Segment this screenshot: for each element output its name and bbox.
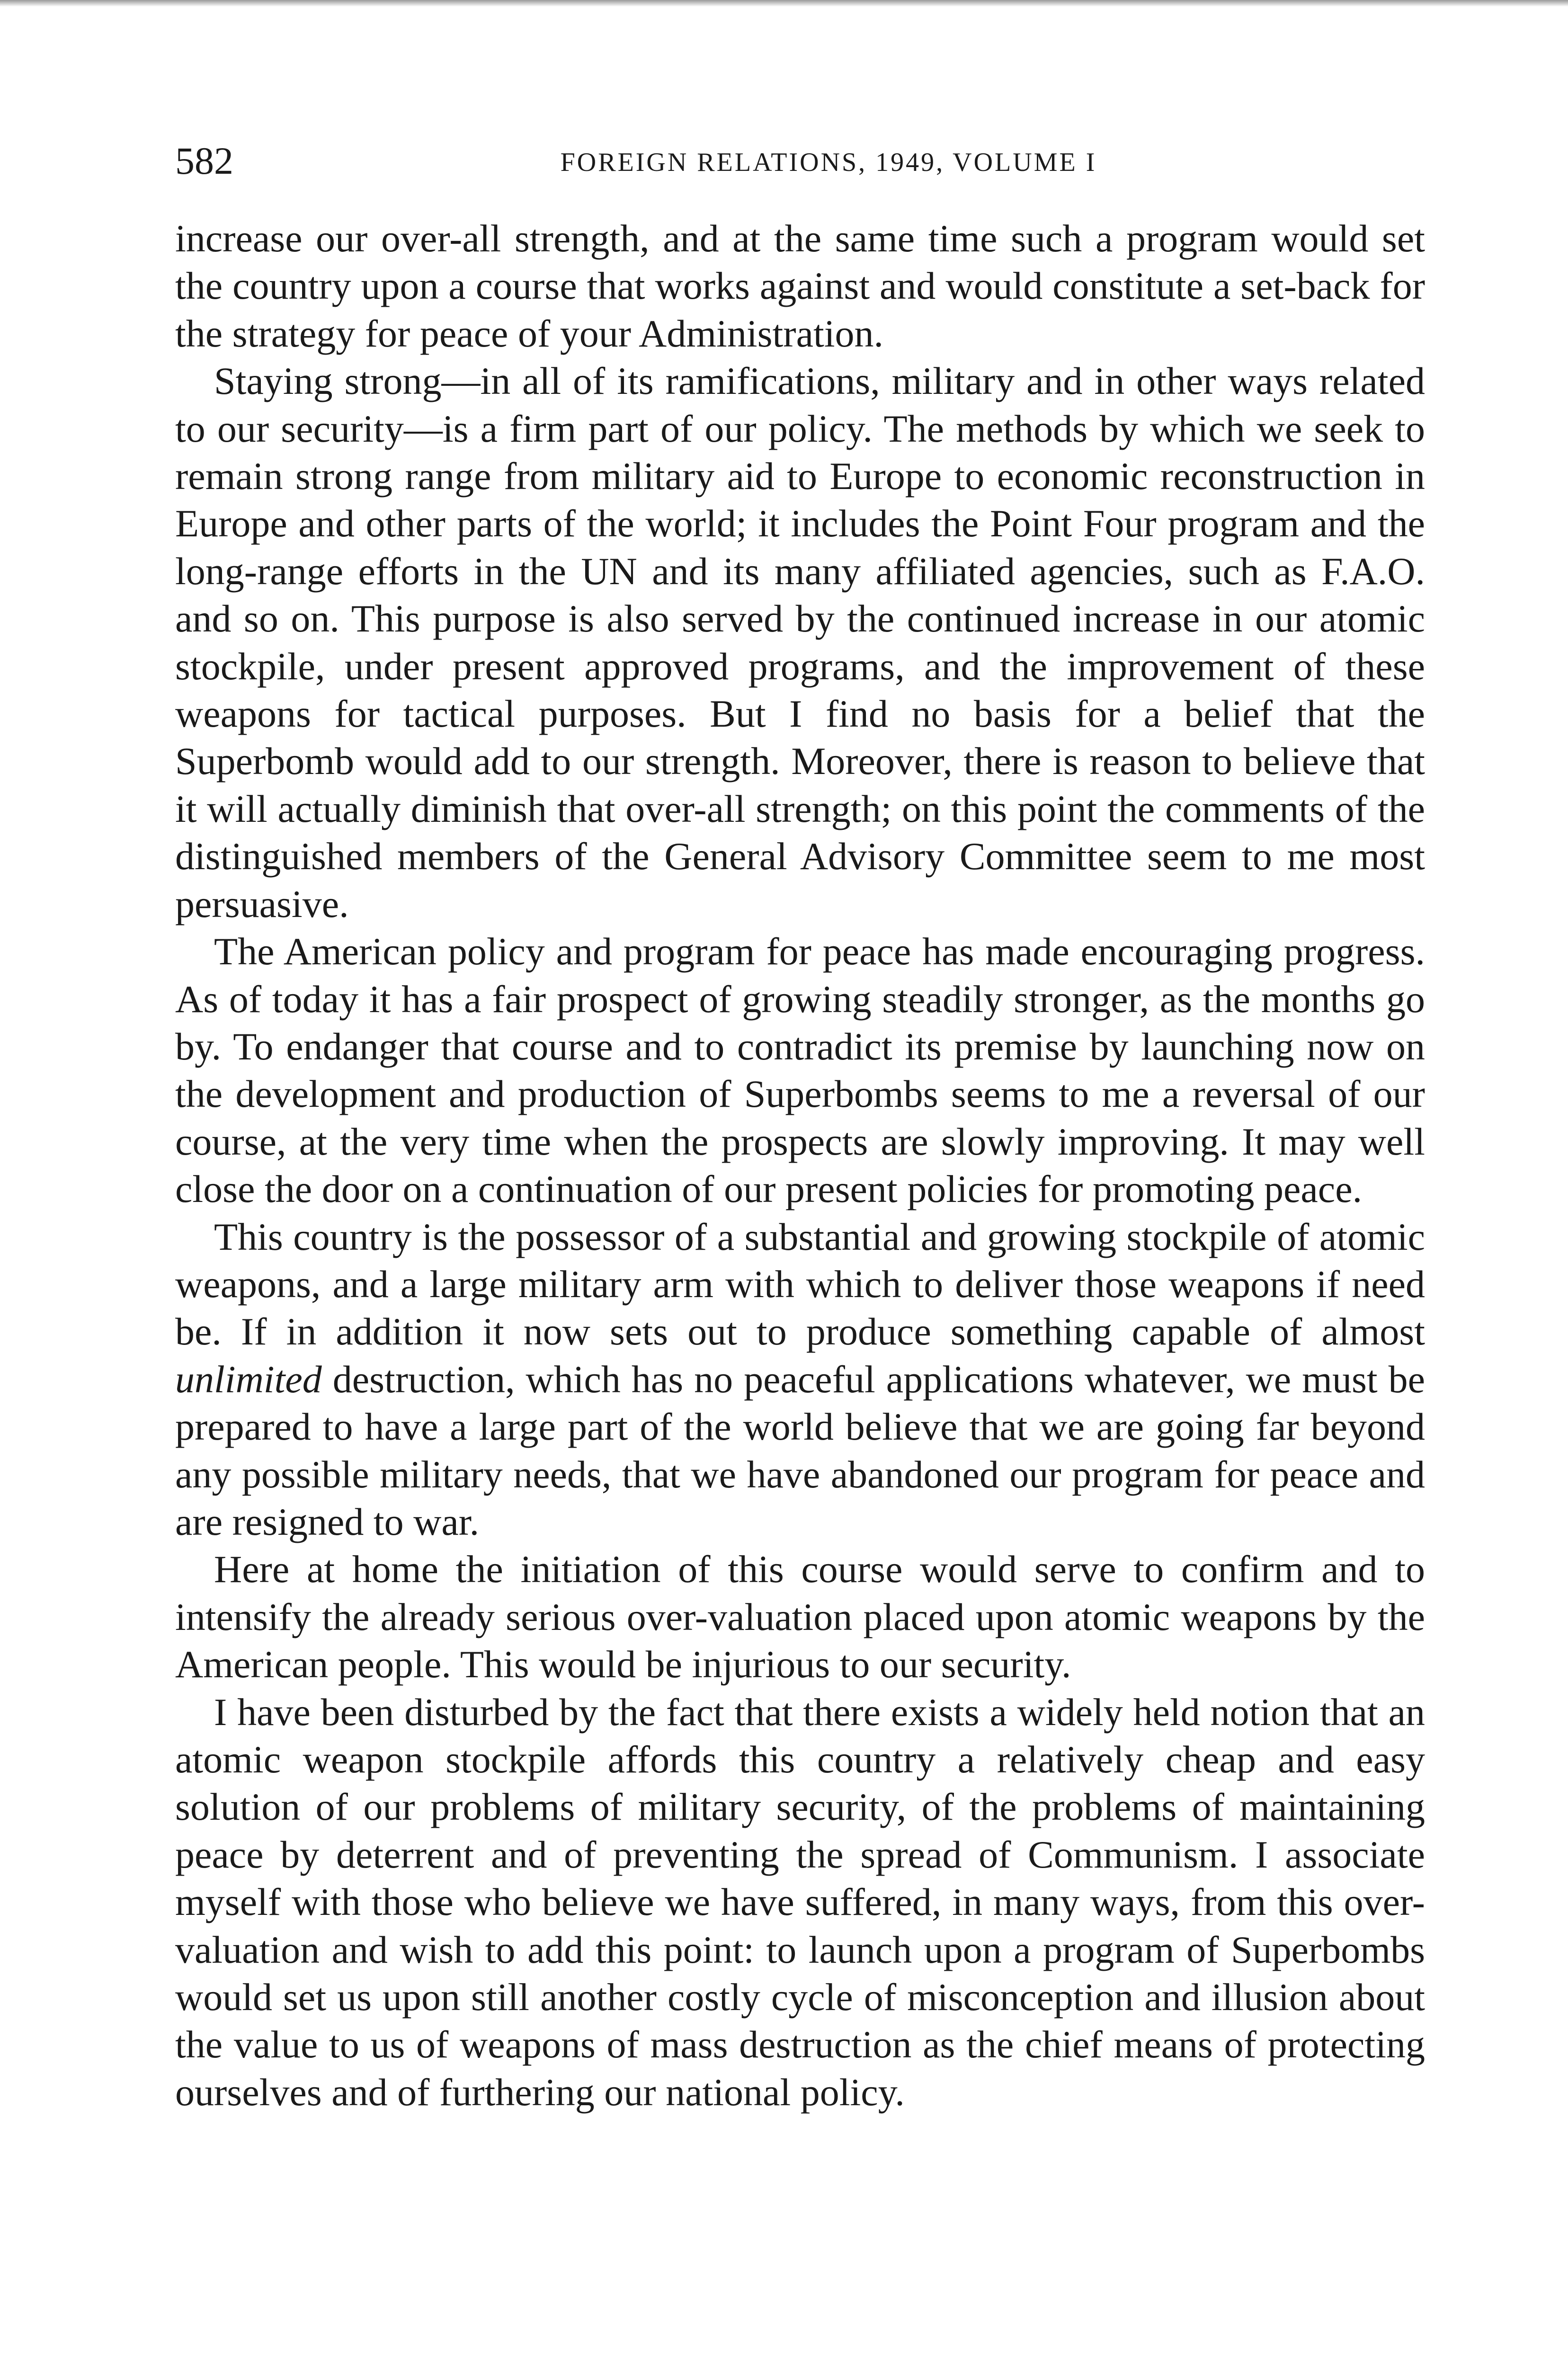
- emphasis-unlimited: unlimited: [175, 1357, 322, 1401]
- top-edge-rule: [0, 0, 1568, 7]
- paragraph-here-at-home: Here at home the initiation of this course would serve to confirm and to intensify the already serious over-valuation placed upon atomic weapons by the American people. This would be injurious to our security.: [175, 1548, 1425, 1686]
- paragraph-text-after-emphasis: destruction, which has no peaceful applications whatever, we must be prepared to have a large part of the world believe that we are going far beyond any possible military needs, that we have abandoned our program for peace and are resigned to war.: [175, 1357, 1425, 1543]
- body-text: [175, 215, 1425, 2116]
- paragraph-text-before-emphasis: This country is the possessor of a substantial and growing stockpile of atomic weapons, and a large military arm with which to deliver those weapons if need be. If in addition it now sets out to produce something capable of almost: [175, 1215, 1425, 1353]
- paragraph-staying-strong: Staying strong—in all of its ramifications, military and in other ways related to our security—is a firm part of our policy. The methods by which we seek to remain strong range from military aid to Europe to economic reconstruction in Europe and other parts of the world; it includes the Point Four program and the long-range efforts in the UN and its many affiliated agencies, such as F.A.O. and so on. This purpose is also served by the continued increase in our atomic stockpile, under present approved programs, and the improvement of these weapons for tactical purposes. But I find no basis for a belief that the Superbomb would add to our strength. Moreover, there is reason to believe that it will actually diminish that over-all strength; on this point the comments of the distinguished members of the General Advisory Committee seem to me most persuasive.: [175, 359, 1425, 925]
- page-header: [175, 137, 1425, 185]
- paragraph-continued: increase our over-all strength, and at the same time such a program would set the country upon a course that works against and would constitute a set-back for the strategy for peace of your Administration.: [175, 217, 1425, 355]
- paragraph-possessor-stockpile: [175, 1213, 1425, 1546]
- page-number: 582: [175, 139, 233, 182]
- paragraph-american-policy: The American policy and program for peace has made encouraging progress. As of today it has a fair prospect of growing steadily stronger, as the months go by. To endanger that course and to contradict its premise by launching now on the development and production of Superbombs seems to me a reversal of our course, at the very time when the prospects are slowly improving. It may well close the door on a continuation of our present policies for promoting peace.: [175, 930, 1425, 1211]
- paragraph-disturbed: I have been disturbed by the fact that there exists a widely held notion that an atomic weapon stockpile affords this country a relatively cheap and easy solution of our problems of military security, of the problems of maintaining peace by deterrent and of preventing the spread of Communism. I associate myself with those who believe we have suffered, in many ways, from this over-valuation and wish to add this point: to launch upon a program of Superbombs would set us upon still another costly cycle of misconception and illusion about the value to us of weapons of mass destruction as the chief means of protecting ourselves and of furthering our national policy.: [175, 1690, 1425, 2114]
- running-head: FOREIGN RELATIONS, 1949, VOLUME I: [560, 148, 1097, 177]
